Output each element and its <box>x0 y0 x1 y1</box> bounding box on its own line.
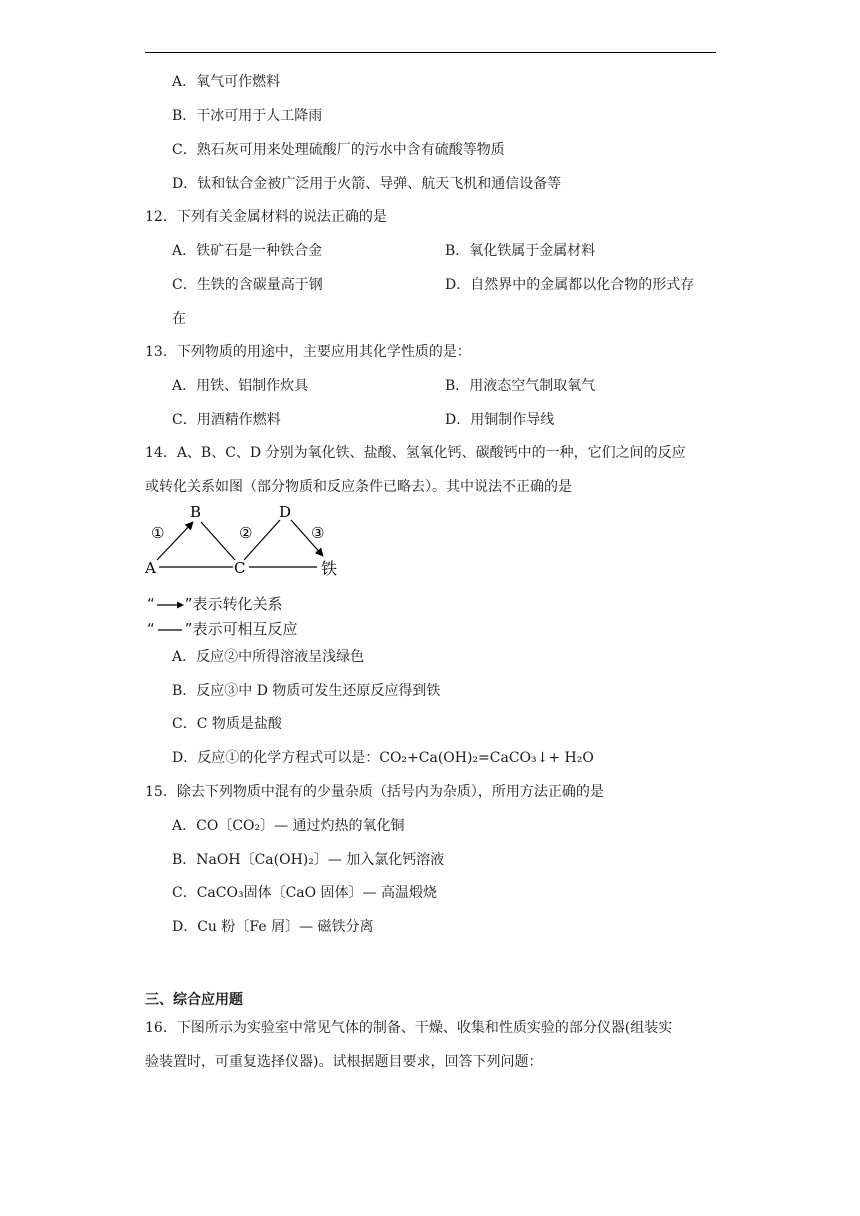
legend-arrow-icon <box>155 600 185 610</box>
header-rule <box>145 52 716 53</box>
q16-stem-line-2: 验装置时，可重复选择仪器)。试根据题目要求，回答下列问题： <box>145 1054 543 1070</box>
q11-option-c: C．熟石灰可用来处理硫酸厂的污水中含有硫酸等物质 <box>172 142 505 158</box>
node-a: A <box>145 559 156 577</box>
q15-option-a: A．CO〔CO₂〕— 通过灼热的氧化铜 <box>172 818 405 834</box>
q15-stem: 15．除去下列物质中混有的少量杂质（括号内为杂质），所用方法正确的是 <box>145 784 604 800</box>
q14-option-b: B．反应③中 D 物质可发生还原反应得到铁 <box>172 683 441 699</box>
section-title: 三、综合应用题 <box>145 992 243 1008</box>
label-reaction-2: ② <box>239 524 253 542</box>
q14-stem-line-1: 14．A、B、C、D 分别为氧化铁、盐酸、氢氧化钙、碳酸钙中的一种，它们之间的反应 <box>145 445 686 461</box>
node-d: D <box>279 503 292 521</box>
q13-option-b: B．用液态空气制取氧气 <box>445 378 596 394</box>
q15-option-d: D．Cu 粉〔Fe 屑〕— 磁铁分离 <box>172 919 374 935</box>
q11-option-d: D．钛和钛合金被广泛用于火箭、导弹、航天飞机和通信设备等 <box>172 176 562 192</box>
q12-option-c: C．生铁的含碳量高于钢 <box>172 277 323 293</box>
q13-option-d: D．用铜制作导线 <box>445 412 555 428</box>
q12-option-b: B．氧化铁属于金属材料 <box>445 243 596 259</box>
legend-line-icon <box>155 625 185 635</box>
q14-option-a: A．反应②中所得溶液呈浅绿色 <box>172 649 365 665</box>
node-b: B <box>190 503 202 521</box>
q12-stem: 12．下列有关金属材料的说法正确的是 <box>145 209 387 225</box>
label-reaction-3: ③ <box>311 524 325 542</box>
q15-option-b: B．NaOH〔Ca(OH)₂〕— 加入氯化钙溶液 <box>172 852 445 868</box>
q12-option-d: D．自然界中的金属都以化合物的形式存 <box>445 277 695 293</box>
q13-option-c: C．用酒精作燃料 <box>172 412 281 428</box>
q11-option-b: B．干冰可用于人工降雨 <box>172 108 323 124</box>
line-b-c <box>201 522 235 560</box>
q14-option-c: C．C 物质是盐酸 <box>172 716 282 732</box>
legend-reaction <box>147 619 298 639</box>
q12-option-d-continued: 在 <box>172 311 186 327</box>
q14-option-d-formula: CO₂+Ca(OH)₂=CaCO₃↓+ H₂O <box>379 750 594 766</box>
node-c: C <box>234 559 246 577</box>
q16-stem-line-1: 16．下图所示为实验室中常见气体的制备、干燥、收集和性质实验的部分仪器(组装实 <box>145 1020 673 1036</box>
legend-reaction-open: “ <box>147 620 155 638</box>
label-reaction-1: ① <box>151 524 165 542</box>
q13-option-a: A．用铁、铝制作炊具 <box>172 378 309 394</box>
q13-stem: 13．下列物质的用途中，主要应用其化学性质的是： <box>145 344 471 360</box>
reaction-diagram <box>143 500 353 590</box>
legend-reaction-text: ”表示可相互反应 <box>184 620 298 638</box>
legend-conversion <box>147 594 283 614</box>
q14-option-d <box>172 748 594 768</box>
legend-conversion-text: ”表示转化关系 <box>184 595 283 613</box>
legend-conversion-open: “ <box>147 595 155 613</box>
q14-option-d-prefix: D．反应①的化学方程式可以是： <box>172 750 380 766</box>
node-iron: 铁 <box>321 559 338 578</box>
q12-option-a: A．铁矿石是一种铁合金 <box>172 243 323 259</box>
q15-option-c: C．CaCO₃固体〔CaO 固体〕— 高温煅烧 <box>172 885 438 901</box>
q14-stem-line-2: 或转化关系如图（部分物质和反应条件已略去）。其中说法不正确的是 <box>145 479 572 495</box>
q11-option-a: A．氧气可作燃料 <box>172 74 281 90</box>
